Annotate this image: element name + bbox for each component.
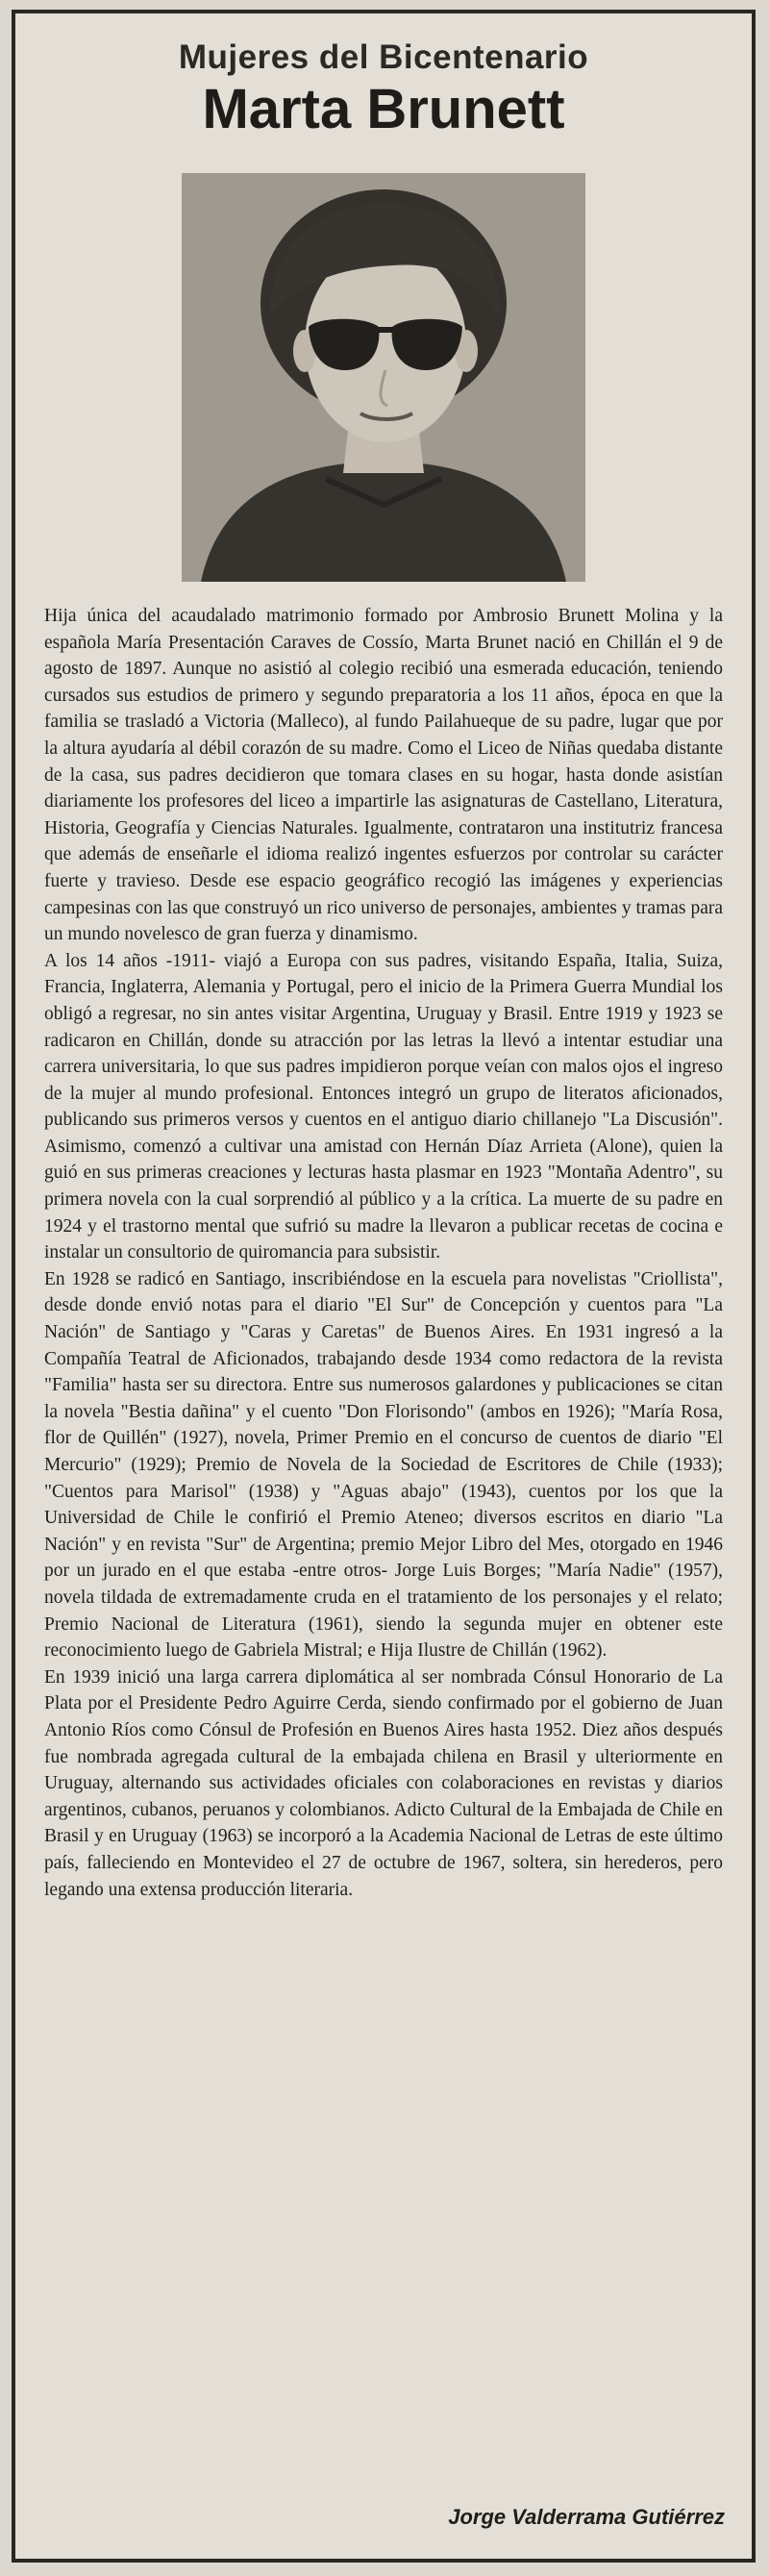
article-header	[15, 13, 752, 156]
article-paragraph: A los 14 años -1911- viajó a Europa con sus padres, visitando España, Italia, Suiza, Francia, Inglaterra, Alemania y Portugal, pero el inicio de la Primera Guerra Mundial los obligó a regresar, no sin antes visitar Argentina, Uruguay y Brasil. Entre 1919 y 1923 se radicaron en Chillán, donde su atracción por las letras la llevó a intentar estudiar una carrera universitaria, lo que sus padres impidieron porque veían con malos ojos el ingreso de la mujer al mundo profesional. Entonces integró un grupo de literatos aficionados, publicando sus primeros versos y cuentos en el antiguo diario chillanejo "La Discusión". Asimismo, comenzó a cultivar una amistad con Hernán Díaz Arrieta (Alone), quien la guió en sus primeras creaciones y lecturas hasta plasmar en 1923 "Montaña Adentro", su primera novela con la cual sorprendió al público y a la crítica. La muerte de su padre en 1924 y el trastorno mental que sufrió su madre la llevaron a publicar recetas de cocina e instalar un consultorio de quiromancia para subsistir.	[44, 950, 723, 1263]
article-paragraph: Hija única del acaudalado matrimonio formado por Ambrosio Brunett Molina y la española María Presentación Caraves de Cossío, Marta Brunet nació en Chillán el 9 de agosto de 1897. Aunque no asistió al colegio recibió una esmerada educación, teniendo cursados sus estudios de primero y segundo preparatoria a los 11 años, época en que la familia se trasladó a Victoria (Malleco), al fundo Pailahueque de su padre, lugar que por la altura ayudaría al débil corazón de su madre. Como el Liceo de Niñas quedaba distante de la casa, sus padres decidieron que tomara clases en su hogar, hasta donde asistían diariamente los profesores del liceo a impartirle las asignaturas de Castellano, Literatura, Historia, Geografía y Ciencias Naturales. Igualmente, contrataron una institutriz francesa que además de enseñarle el idioma realizó ingentes esfuerzos por controlar su carácter fuerte y travieso. Desde ese espacio geográfico recogió las imágenes y experiencias campesinas con las que construyó un rico universo de personajes, ambientes y tramas para un mundo novelesco de gran fuerza y dinamismo.	[44, 606, 723, 945]
author-byline: Jorge Valderrama Gutiérrez	[448, 2505, 725, 2529]
portrait-illustration	[182, 173, 585, 582]
section-title: Mujeres del Bicentenario	[178, 38, 589, 76]
portrait-photo	[182, 173, 585, 582]
article-paragraph: En 1928 se radicó en Santiago, inscribiéndose en la escuela para novelistas "Criollista", desde donde envió notas para el diario "El Sur" de Concepción y cuentos para "La Nación" de Santiago y "Caras y Caretas" de Buenos Aires. En 1931 ingresó a la Compañía Teatral de Aficionados, trabajando desde 1934 como redactora de la revista "Familia" hasta ser su directora. Entre sus numerosos galardones y publicaciones se citan la novela "Bestia dañina" y el cuento "Don Florisondo" (ambos en 1926); "María Rosa, flor de Quillén" (1927), novela, Primer Premio en el concurso de cuentos de diario "El Mercurio" (1929); Premio de Novela de la Sociedad de Escritores de Chile (1933); "Cuentos para Marisol" (1938) y "Aguas abajo" (1943), cuentos por los que la Universidad de Chile le confirió el Premio Ateneo; diversos escritos en diario "La Nación" y en revista "Sur" de Argentina; premio Mejor Libro del Mes, otorgado en 1946 por un jurado en el que estaba -entre otros- Jorge Luis Borges; "María Nadie" (1957), novela tildada de extremadamente cruda en el tratamiento de los personajes y el relato; Premio Nacional de Literatura (1961), siendo la segunda mujer en obtener este reconocimiento luego de Gabriela Mistral; e Hija Ilustre de Chillán (1962).	[44, 1268, 723, 1662]
article-paragraph: En 1939 inició una larga carrera diplomática al ser nombrada Cónsul Honorario de La Plata por el Presidente Pedro Aguirre Cerda, siendo confirmado por el gobierno de Juan Antonio Ríos como Cónsul de Profesión en Buenos Aires hasta 1952. Diez años después fue nombrada agregada cultural de la embajada chilena en Brasil y ulteriormente en Uruguay, alternando sus actividades oficiales con colaboraciones en revistas y diarios argentinos, cubanos, peruanos y colombianos. Adicto Cultural de la Embajada de Chile en Brasil y en Uruguay (1963) se incorporó a la Academia Nacional de Letras de este último país, falleciendo en Montevideo el 27 de octubre de 1967, soltera, sin herederos, pero legando una extensa producción literaria.	[44, 1666, 723, 1900]
article-body	[15, 603, 752, 1903]
newspaper-clipping	[12, 10, 756, 2563]
article-title: Marta Brunett	[202, 78, 565, 140]
